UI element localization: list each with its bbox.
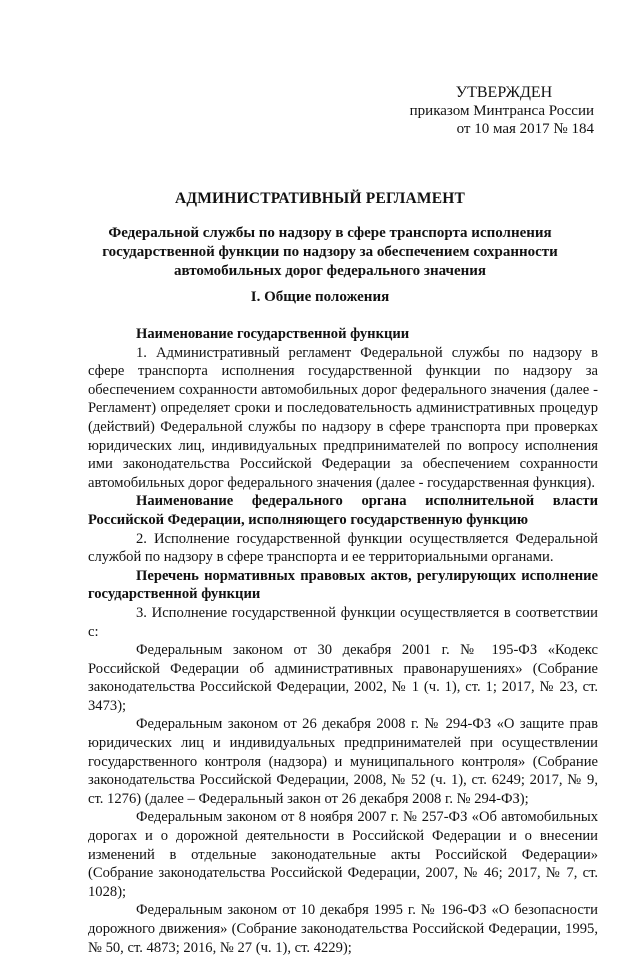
paragraph-law-195: Федеральным законом от 30 декабря 2001 г. № 195-ФЗ «Кодекс Российской Федерации об административных правонарушениях» (Собрание законодательства Российской Федерации, 2002, № 1 (ч. 1), ст. 1; 2017, № 23, ст. 3473); [88, 642, 598, 714]
document-title: АДМИНИСТРАТИВНЫЙ РЕГЛАМЕНТ [174, 190, 466, 207]
approval-heading: УТВЕРЖДЕН [455, 84, 553, 101]
approval-date: от 10 мая 2017 № 184 [456, 121, 594, 137]
subheading-executive-body: Наименование федерального органа исполнительной власти Российской Федерации, исполняющего государственную функцию [88, 493, 598, 528]
paragraph-law-257: Федеральным законом от 8 ноября 2007 г. № 257-ФЗ «Об автомобильных дорогах и о дорожной деятельности в Российской Федерации и о внесении изменений в отдельные законодательные акты Российской Федерации» (Собрание законодательства Российской Федерации, 2007, № 46; 2017, № 7, ст. 1028); [88, 809, 598, 900]
subheading-function-name: Наименование государственной функции [136, 326, 410, 342]
approval-order: приказом Минтранса России [409, 103, 594, 119]
paragraph-2: 2. Исполнение государственной функции осуществляется Федеральной службой по надзору в сфере транспорта и ее территориальными органами. [88, 530, 598, 566]
paragraph-3: 3. Исполнение государственной функции осуществляется в соответствии с: [88, 604, 598, 640]
paragraph-1: 1. Административный регламент Федеральной службы по надзору в сфере транспорта исполнения государственной функции по надзору за обеспечением сохранности автомобильных дорог федерального значения (далее - Регламент) определяет сроки и последовательность административных процедур (действий) Федеральной службы по надзору в сфере транспорта при проверках юридических лиц, индивидуальных предпринимателей по вопросу исполнения ими законодательства Российской Федерации за обеспечением сохранности автомобильных дорог федерального значения (далее - государственная функция). [88, 344, 598, 491]
subheading-legal-acts: Перечень нормативных правовых актов, регулирующих исполнение государственной функции [88, 567, 598, 603]
paragraph-law-196: Федеральным законом от 10 декабря 1995 г. № 196-ФЗ «О безопасности дорожного движения» (Собрание законодательства Российской Федерации, 1995, № 50, ст. 4873; 2016, № 27 (ч. 1), ст. 4229); [88, 902, 598, 956]
subtitle-line: автомобильных дорог федерального значения [173, 263, 487, 279]
subtitle-line: государственной функции по надзору за обеспечением сохранности [102, 244, 558, 260]
section-heading: I. Общие положения [250, 289, 390, 305]
document-subtitle [80, 224, 580, 281]
document-body [88, 325, 598, 957]
subtitle-line: Федеральной службы по надзору в сфере транспорта исполнения [108, 225, 552, 241]
approval-stamp [384, 84, 594, 138]
paragraph-law-294: Федеральным законом от 26 декабря 2008 г. № 294-ФЗ «О защите прав юридических лиц и индивидуальных предпринимателей при осуществлении государственного контроля (надзора) и муниципального контроля» (Собрание законодательства Российской Федерации, 2008, № 52 (ч. 1), ст. 6249; 2017, № 9, ст. 1276) (далее – Федеральный закон от 26 декабря 2008 г. № 294-ФЗ); [88, 716, 598, 807]
